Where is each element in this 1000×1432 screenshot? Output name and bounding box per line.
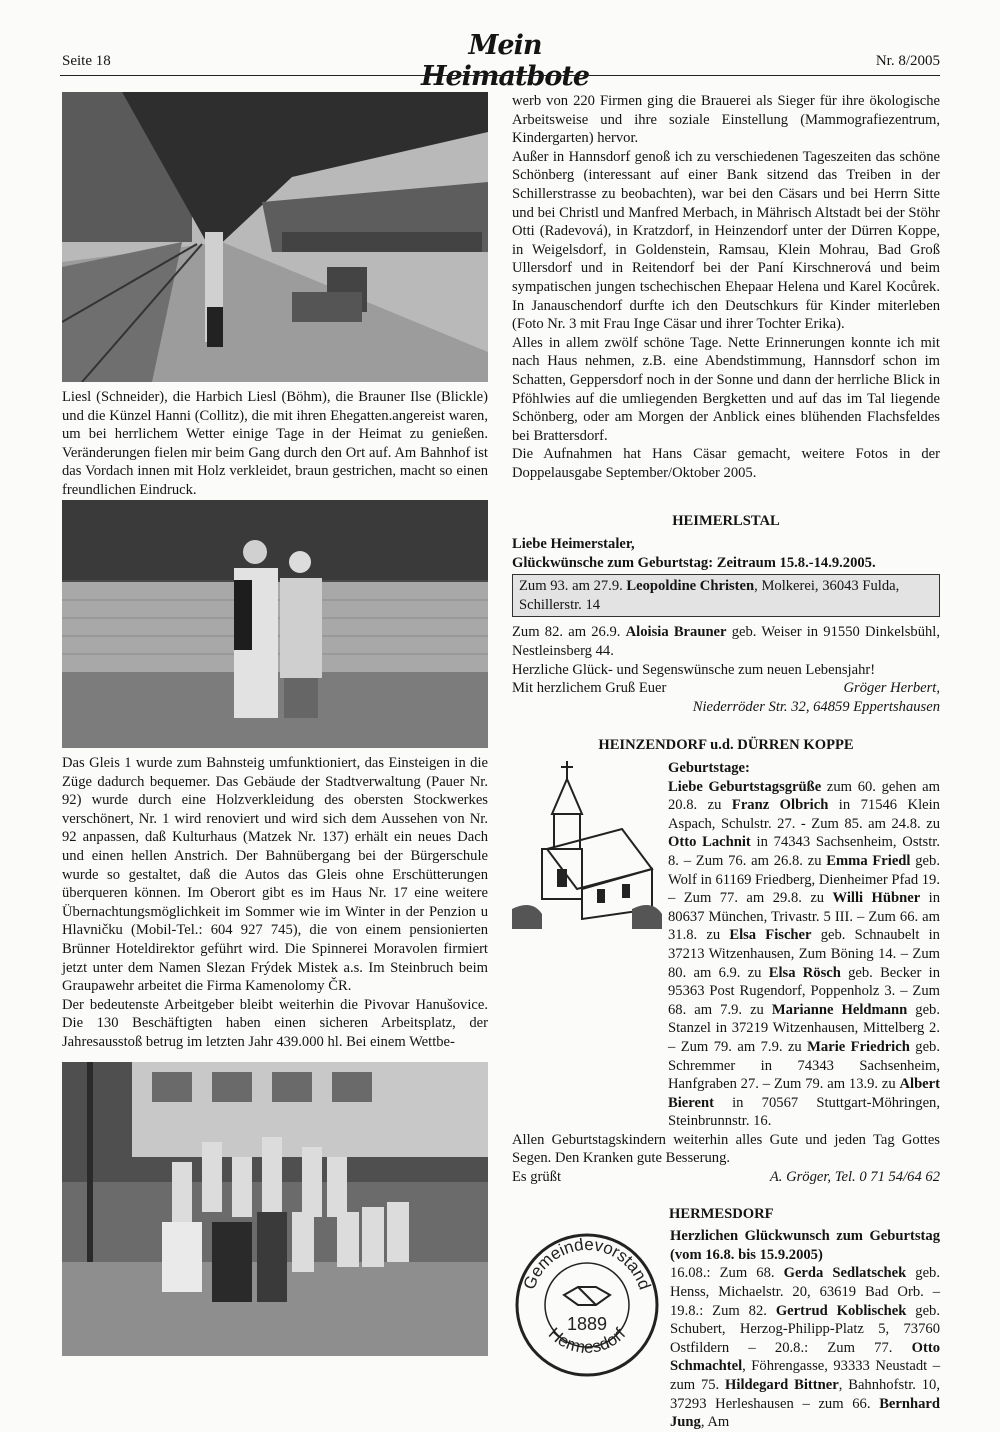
- photo-group: [62, 1062, 488, 1356]
- heimerlstal-greeting: Liebe Heimerstaler,: [512, 536, 635, 553]
- church-illustration: [512, 759, 662, 929]
- photo-couple-by-wall: [62, 500, 488, 748]
- left-article-text: Das Gleis 1 wurde zum Bahnsteig umfunktioniert, das Einsteigen in die Züge dadurch bequemer. Das Gebäude der Stadtverwaltung (Pauer Nr. 92) wurde durch eine Holzverkleidung des obersten Stockwerkes verschönert, Nr. 1 wird renoviert und wird sich dem Aussehen von Nr. 92 anpassen, daß Kulturhaus (Matzek Nr. 137) erhält ein neues Dach und einen hellen Anstrich. Der Bahnübergang bei der Bürgerschule wurde so gestaltet, daß die Autos das Gleis ohne Erschütterungen überqueren können. Im Oberort gibt es im Haus Nr. 17 eine weitere Übernachtungsmöglichkeit im Sommer wie im Winter in der Penzion u Hlavničku (Mobil-Tel.: 604 927 745), die von einem pensionierten Brünner Hoteldirektor geführt wird. Die Spinnerei Moravolen firmiert jetzt unter dem Namen Slezan Frýdek Mistek a.s. Im Steinbruch beim Graupawehr arbeitet die Firma Kamenolomy ČR. Der bedeutenste Arbeitgeber bleibt weiterhin die Pivovar Hanušovice. Die 130 Beschäftigten haben einen sicheren Arbeitsplatz, der Jahresausstoß betrug im letzten Jahr 439.000 hl. Bei einem Wettbe-: [62, 755, 488, 1050]
- section-heading-hermesdorf: HERMESDORF: [669, 1205, 774, 1222]
- heinzendorf-closing: Allen Geburtstagskindern weiterhin alles Gute und jeden Tag Gottes Segen. Den Kranken gute Besserung.: [512, 1131, 940, 1167]
- wish-line: Herzliche Glück- und Segenswünsche zum neuen Lebensjahr!: [512, 661, 876, 678]
- entry-brauner: Zum 82. am 26.9. Aloisia Brauner geb. Weiser in 91550 Dinkelsbühl, Nestleinsberg 44.: [512, 624, 940, 660]
- heinzendorf-subheading: Geburtstage:: [668, 760, 750, 776]
- hermesdorf-intro: Herzlichen Glückwunsch zum Geburtstag (vom 16.8. bis 15.9.2005): [670, 1228, 940, 1263]
- signature-heinzendorf: Es grüßt A. Gröger, Tel. 0 71 54/64 62: [512, 1169, 940, 1186]
- issue-number: Nr. 8/2005: [875, 53, 940, 69]
- signature-heimerlstal: Mit herzlichem Gruß Euer Gröger Herbert,: [512, 680, 940, 697]
- seal-top-text: Gemeindevorstand: [519, 1235, 655, 1293]
- heinzendorf-list: Liebe Geburtstagsgrüße zum 60. gehen am 20.8. zu Franz Olbrich in 71546 Klein Aspach, Schulstr. 27. - Zum 85. am 24.8. zu Otto Lachnit in 74343 Sachsenheim, Oststr. 8. – Zum 76. am 26.8. zu Emma Friedl geb. Wolf in 61169 Friedberg, Dienheimer Pfad 19. – Zum 77. am 29.8. zu Willi Hübner in 80637 München, Trivastr. 5 III. – Zum 66. am 31.8. zu Elsa Fischer geb. Schnaubelt in 37213 Witzenhausen, Zum Böning 14. – Zum 80. am 6.9. zu Elsa Rösch geb. Becker in 95363 Post Rugendorf, Poppenholz 3. – Zum 68. am 7.9. zu Marianne Heldmann geb. Stanzel in 37219 Witzenhausen, Mittelberg 2. – Zum 79. am 7.9. zu Marie Friedrich geb. Schremmer in 74343 Sachsenheim, Hanfgraben 27. – Zum 79. am 13.9. zu Albert Bierent in 70567 Stuttgart-Möhringen, Steinbrunnstr. 16.: [668, 778, 941, 1130]
- seal-bottom-text: Hermesdorf: [544, 1324, 630, 1358]
- hermesdorf-list: 16.08.: Zum 68. Gerda Sedlatschek geb. Henss, Michaelstr. 20, 63619 Bad Orb. – 19.8.: Zum 82. Gertrud Koblischek geb. Schubert, Herzog-Philipp-Platz 5, 73760 Ostfildern – 20.8.: Zum 77. Otto Schmachtel, Föhrengasse, 93333 Neustadt – zum 75. Hildegard Bittner, Bahnhofstr. 10, 37293 Herleshausen – zum 66. Bernhard Jung, Am: [670, 1265, 940, 1431]
- right-column: werb von 220 Firmen ging die Brauerei als Sieger für ihre ökologische Arbeitsweise und ihre soziale Einstellung (Mammografiezentrum, Kindergarten) hervor. Außer in Hannsdorf genoß ich zu verschiedenen Tageszeiten das schöne Schönberg (interessant auf einer Bank sitzend das Treiben in der Schillerstrasse zu beobachten), war bei den Cäsars und bei Herrn Sitte und bei Christl und Manfred Merbach, in Mährisch Altstadt bei der Stöhr Otti (Radevová), in Kratzdorf, in Heinzendorf unter der Dürren Koppe, in Weigelsdorf, in Goldenstein, Ramsau, Klein Mohrau, Bad Groß Ullersdorf und in Reitendorf bei der Paní Kirschnerová und beim sympatischen jungen tschechischen Ehepaar Helena und Karel Kocůrek. In Janauschendorf durfte ich den Deutschkurs für Kinder miterleben (Foto Nr. 3 mit Frau Inge Cäsar und ihrer Tochter Erika). Alles in allem zwölf schöne Tage. Nette Erinnerungen konnte ich mit nach Haus nehmen, z.B. eine Abendstimmung, Hannsdorf schon im Schatten, Geppersdorf noch in der Sonne und dann der herrliche Blick in Pföhlwies auf die umliegenden Bergketten und auf das im Tal liegende Schönberg, oder am Morgen der Anblick eines blühenden Flachsfeldes bei Brattersdorf. Die Aufnahmen hat Hans Cäsar gemacht, weitere Fotos in der Doppelausgabe September/Oktober 2005. HEIMERLSTAL Liebe Heimerstaler, Glückwünsche zum Geburtstag: Zeitraum 15.8.-14.9.2005. Zum 93. am 27.9. Leopoldine Christen, Molkerei, 36043 Fulda, Schillerstr. 14 Zum 82. am 26.9. Aloisia Brauner geb. Weiser in 91550 Dinkelsbühl, Nestleinsberg 44. Herzliche Glück- und Segenswünsche zum neuen Lebensjahr! Mit herzlichem Gruß Euer Gröger Herbert, Niederröder Str. 32, 64859 Eppertshausen HEINZENDORF u.d. DÜRREN KOPPE Geburtstage: Liebe Geburtstagsgrüße zum 60. gehen am 20.8. zu Franz Olbrich in 71546 Klein Aspach, Schulstr. 27. - Zum 85. am 24.8. zu Otto Lachnit in 74343 Sachsenheim, Oststr. 8. – Zum 76. am 26.8. zu Emma Friedl geb. Wolf in 61169 Friedberg, Dienheimer Pfad 19. – Zum 77. am 29.8. zu Willi Hübner in 80637 München, Trivastr. 5 III. – Zum 66. am 31.8. zu Elsa Fischer geb. Schnaubelt in 37213 Witzenhausen, Zum Böning 14. – Zum 80. am 6.9. zu Elsa Rösch geb. Becker in 95363 Post Rugendorf, Poppenholz 3. – Zum 68. am 7.9. zu Marianne Heldmann geb. Stanzel in 37219 Witzenhausen, Mittelberg 2. – Zum 79. am 7.9. zu Marie Friedrich geb. Schremmer in 74343 Sachsenheim, Hanfgraben 27. – Zum 79. am 13.9. zu Albert Bierent in 70567 Stuttgart-Möhringen, Steinbrunnstr. 16. Allen Geburtstagskindern weiterhin alles Gute und jeden Tag Gottes Segen. Den Kranken gute Besserung. Es grüßt A. Gröger, Tel. 0 71 54/64 62 HERMESDORF Gemeindevorstand Hermesdorf 1889 Herzlichen Glückwunsch zum Geburtstag (vom 16.8. bis 15.9.2005) 16.08.: Zum 68. Gerda Sedlatschek geb. Henss, Michaelstr. 20, 63619 Bad Orb. – 19.8.: Zum 82. Gertrud Koblischek geb. Schubert, Herzog-Philipp-Platz 5, 73760 Ostfildern – 20.8.: Zum 77. Otto Schmachtel, Föhrengasse, 93333 Neustadt – zum 75. Hildegard Bittner, Bahnhofstr. 10, 37293 Herleshausen – zum 66. Bernhard Jung, Am: [512, 93, 941, 1431]
- caption-station: Liesl (Schneider), die Harbich Liesl (Böhm), die Brauner Ilse (Blickle) und die Künzel Hanni (Collitz), die mit ihren Ehegatten.angereist waren, um bei herrlichem Wetter einige Tage in der Heimat zu genießen. Veränderungen fielen mir beim Gang durch den Ort auf. Am Bahnhof ist das Vordach innen mit Holz verkleidet, braun gestrichen, macht so einen freundlichen Eindruck.: [62, 389, 488, 498]
- photo-station-platform: [62, 92, 488, 382]
- page-number: Seite 18: [62, 53, 111, 69]
- section-heading-heinzendorf: HEINZENDORF u.d. DÜRREN KOPPE: [598, 737, 854, 754]
- highlight-box-christen: Zum 93. am 27.9. Leopoldine Christen, Molkerei, 36043 Fulda, Schillerstr. 14: [512, 574, 940, 617]
- seal-year: 1889: [566, 1314, 608, 1335]
- section-heading-heimerlstal: HEIMERLSTAL: [672, 513, 780, 530]
- masthead-logo: Mein Heimatbote: [420, 30, 590, 92]
- header-rule: [60, 75, 940, 76]
- handshake-icon: [564, 1287, 610, 1305]
- signature-address: Niederröder Str. 32, 64859 Eppertshausen: [692, 698, 940, 715]
- hermesdorf-seal: [512, 1227, 664, 1377]
- heimerlstal-subtitle: Glückwünsche zum Geburtstag: Zeitraum 15.8.-14.9.2005.: [512, 554, 876, 571]
